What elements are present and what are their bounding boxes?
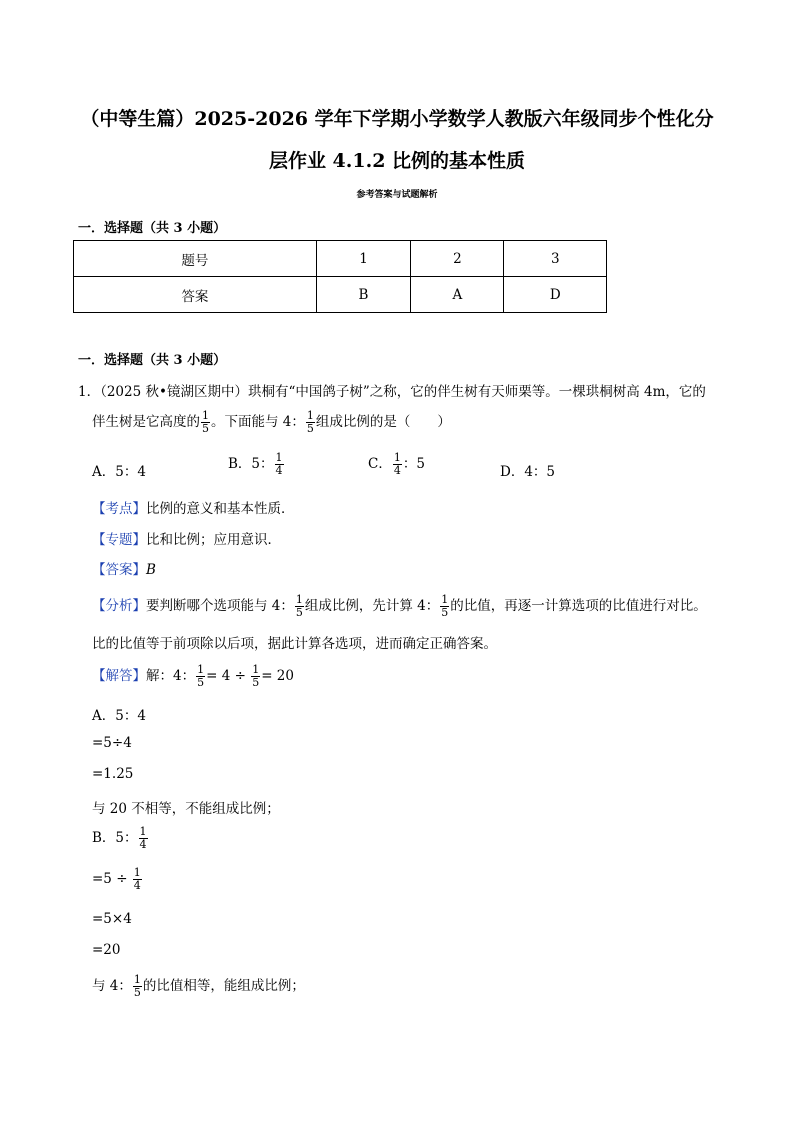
- option-d: D．4：5: [500, 464, 556, 480]
- answer-line: 【答案】B: [92, 562, 156, 578]
- table-cell: A: [411, 277, 504, 313]
- fraction: $\frac{1}{5}$: [252, 663, 260, 689]
- fraction: $\frac{1}{5}$: [202, 409, 209, 435]
- tag-label: 【分析】: [92, 598, 146, 614]
- table-cell: 题号: [74, 241, 317, 277]
- table-cell: 1: [316, 241, 411, 277]
- table-cell: 3: [504, 241, 607, 277]
- fraction: $\frac{1}{5}$: [133, 973, 141, 999]
- step-a1: A．5：4: [92, 708, 146, 724]
- table-row: [74, 241, 607, 277]
- fraction: $\frac{1}{4}$: [393, 451, 401, 477]
- question-text-line2: 伴生树是它高度的 $\frac{1}{5}$ 。下面能与 4： $\frac{1}{5}$ 组成比例的是（ ）: [92, 409, 451, 435]
- option-c: C． $\frac{1}{4}$ ：5: [368, 451, 425, 477]
- fraction: $\frac{1}{4}$: [139, 825, 147, 851]
- fraction: $\frac{1}{5}$: [197, 663, 205, 689]
- table-cell: D: [504, 277, 607, 313]
- topic-line: 【专题】比和比例；应用意识．: [92, 532, 281, 548]
- document-title-line1: （中等生篇）2025-2026 学年下学期小学数学人教版六年级同步个性化分: [80, 108, 714, 130]
- step-a2: =5÷4: [92, 735, 132, 751]
- section-heading-questions: 一．选择题（共 3 小题）: [78, 353, 227, 368]
- tag-label: 【考点】: [92, 501, 146, 517]
- fraction: $\frac{1}{5}$: [441, 593, 449, 619]
- step-a4: 与 20 不相等，不能组成比例；: [92, 801, 280, 817]
- analysis-line1: 【分析】要判断哪个选项能与 4： $\frac{1}{5}$ 组成比例，先计算 4： $\frac{1}{5}$ 的比值，再逐一计算选项的比值进行对比。: [92, 593, 707, 619]
- fraction: $\frac{1}{5}$: [306, 409, 314, 435]
- tag-label: 【专题】: [92, 532, 146, 548]
- point-line: 【考点】比例的意义和基本性质．: [92, 501, 295, 517]
- answer-table: [73, 240, 607, 313]
- table-cell: B: [316, 277, 411, 313]
- fraction: $\frac{1}{5}$: [295, 593, 303, 619]
- solution-line: 【解答】解：4： $\frac{1}{5}$ = 4 ÷ $\frac{1}{5}$ = 20: [92, 663, 294, 689]
- analysis-line2: 比的比值等于前项除以后项，据此计算各选项，进而确定正确答案。: [92, 636, 497, 652]
- table-row: [74, 277, 607, 313]
- option-b: B．5： $\frac{1}{4}$: [228, 451, 283, 477]
- step-a3: =1.25: [92, 766, 134, 782]
- step-b5: 与 4： $\frac{1}{5}$ 的比值相等，能组成比例；: [92, 973, 305, 999]
- table-cell: 答案: [74, 277, 317, 313]
- table-cell: 2: [411, 241, 504, 277]
- step-b3: =5×4: [92, 911, 132, 927]
- section-heading-answers: 一．选择题（共 3 小题）: [78, 221, 227, 236]
- fraction: $\frac{1}{4}$: [275, 451, 283, 477]
- document-title-line2: 层作业 4.1.2 比例的基本性质: [268, 150, 526, 172]
- tag-label: 【答案】: [92, 562, 146, 578]
- step-b1: B．5： $\frac{1}{4}$: [92, 825, 147, 851]
- option-a: A．5：4: [92, 464, 146, 480]
- fraction: $\frac{1}{4}$: [133, 866, 141, 892]
- document-subtitle: 参考答案与试题解析: [356, 190, 438, 200]
- step-b2: =5 ÷ $\frac{1}{4}$: [92, 866, 141, 892]
- question-text-line1: 1．（2025 秋•镜湖区期中）珙桐有“中国鸽子树”之称，它的伴生树有天师栗等。一棵珙桐树高 4m，它的: [78, 384, 706, 400]
- tag-label: 【解答】: [92, 668, 146, 684]
- step-b4: =20: [92, 942, 121, 958]
